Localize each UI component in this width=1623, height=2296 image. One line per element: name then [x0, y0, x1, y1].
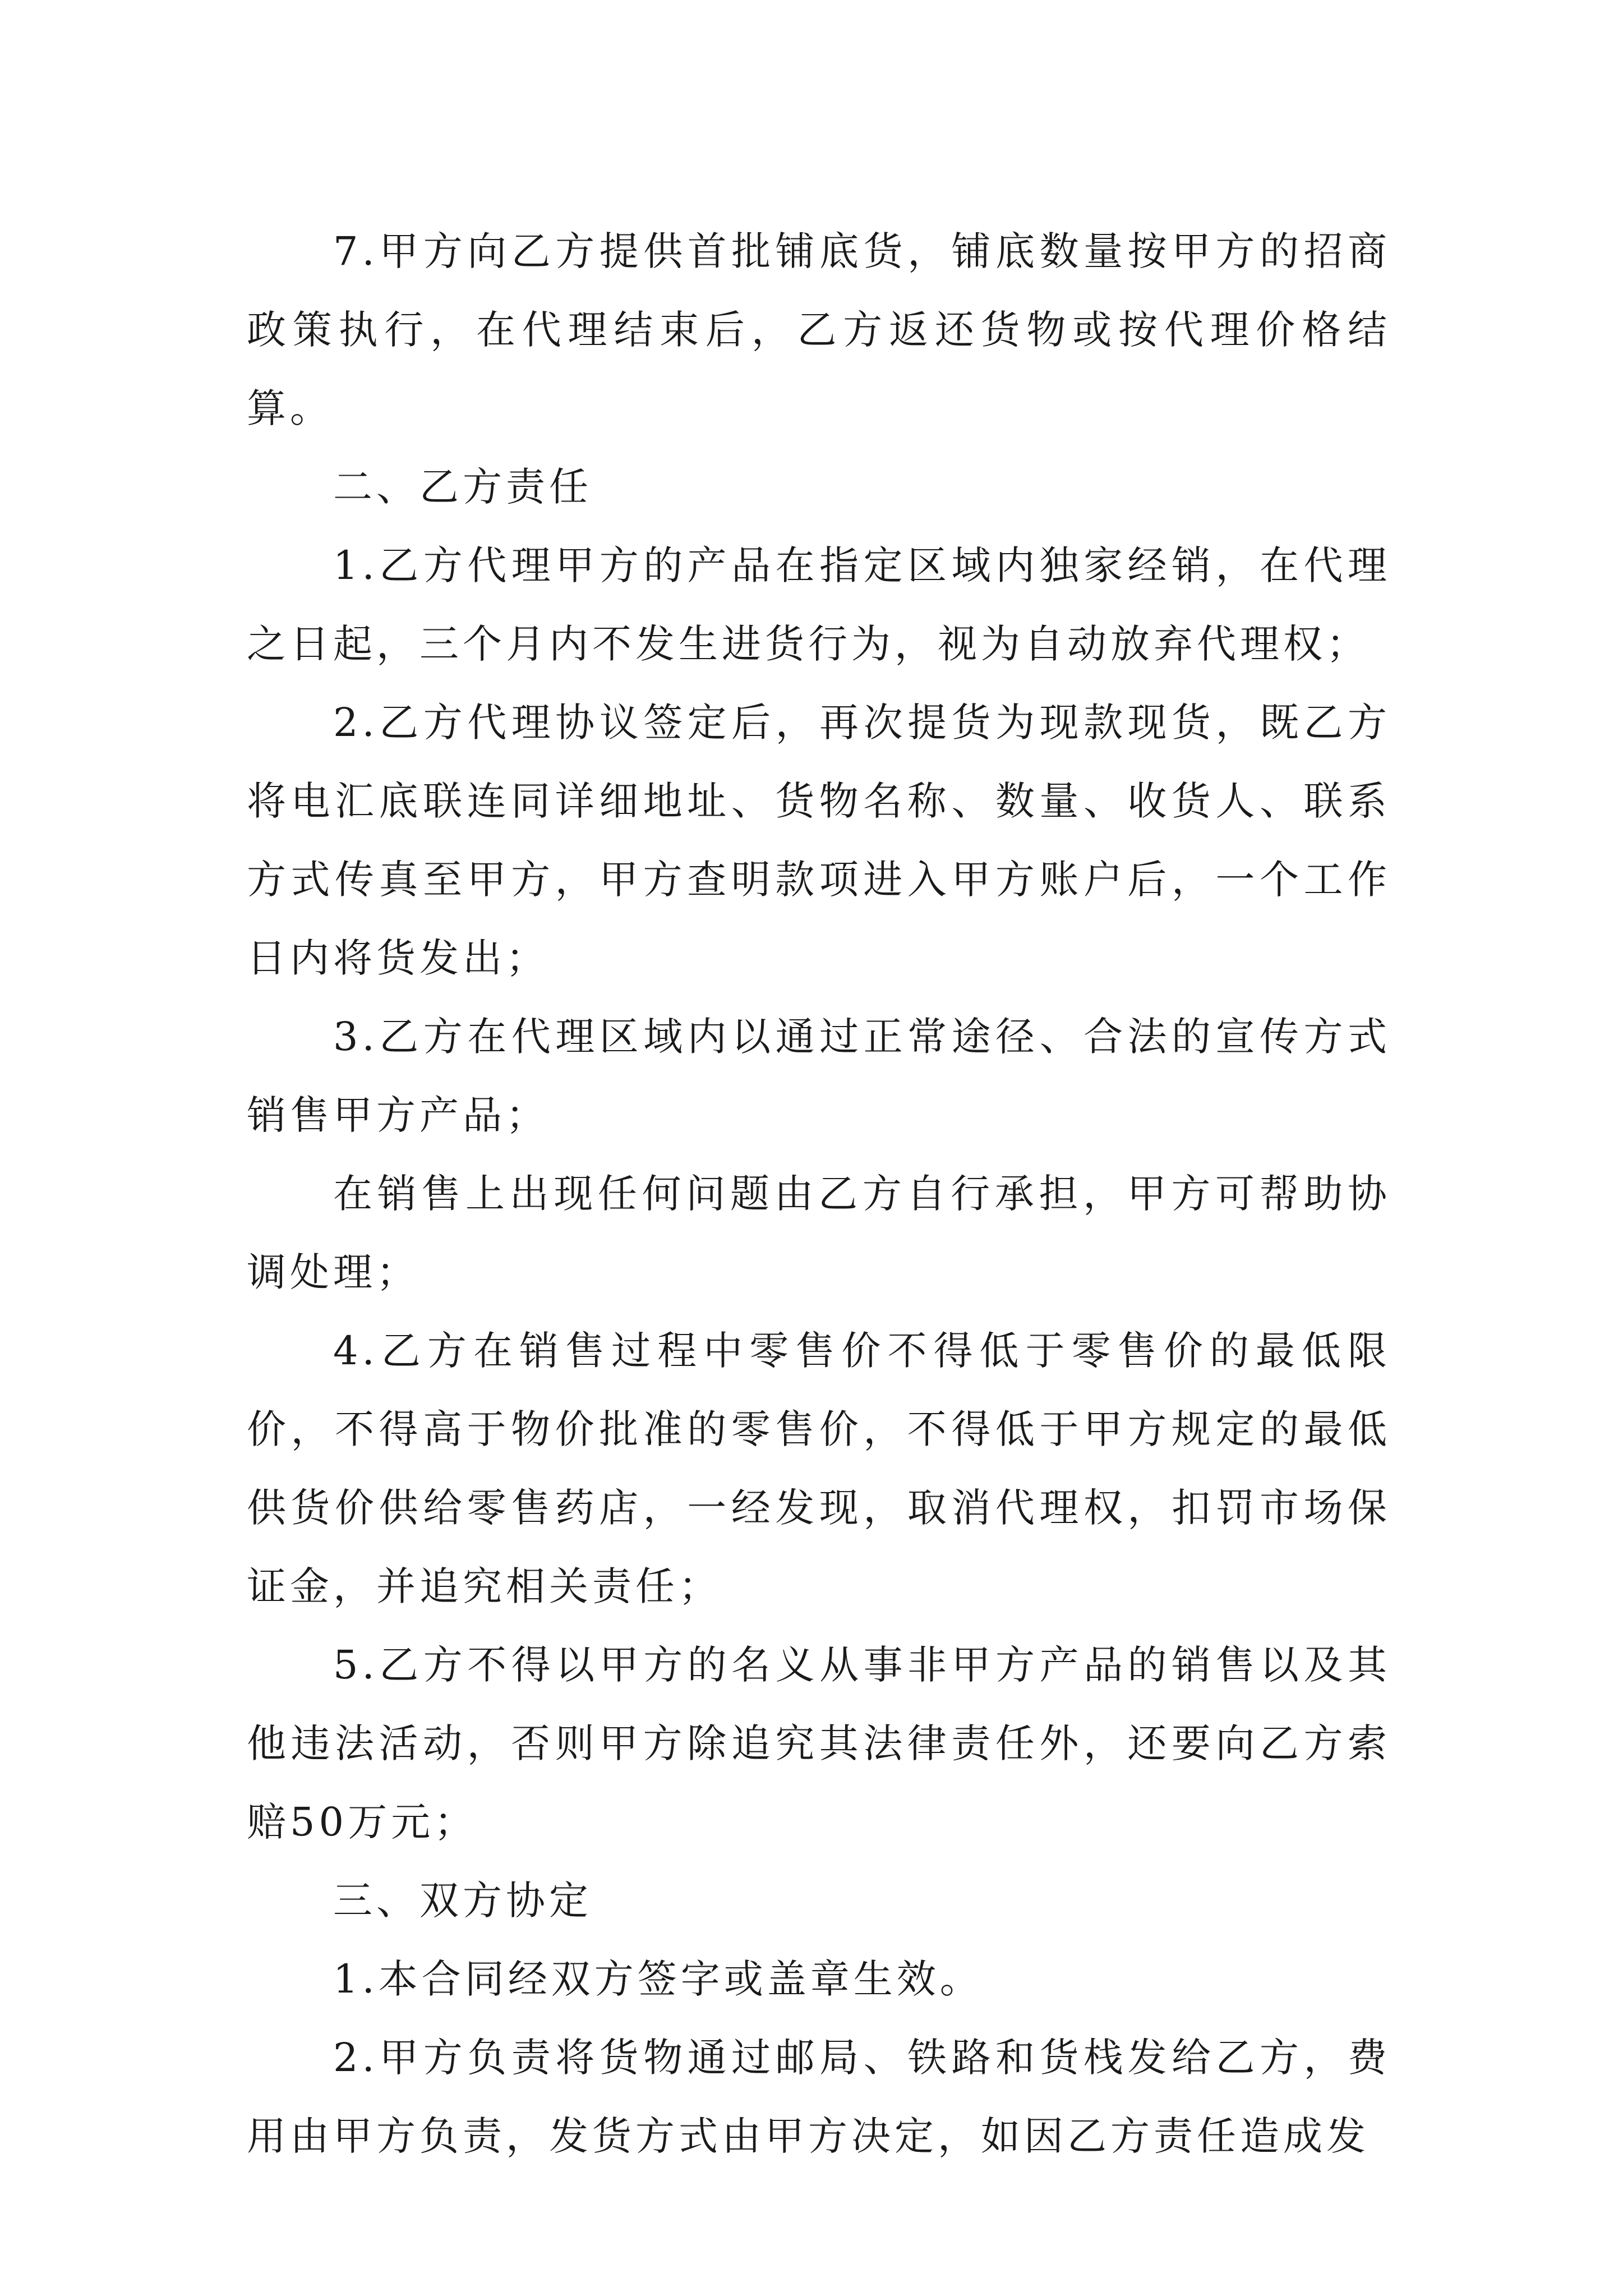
section-heading-party-b-duties: 二、乙方责任 — [333, 464, 592, 510]
paragraph-b-clause-1: 1.乙方代理甲方的产品在指定区域内独家经销，在代理之日起，三个月内不发生进货行为，视为自动放弃代理权； — [247, 542, 1391, 667]
document-body — [247, 212, 1391, 2175]
paragraph-b-clause-2: 2.乙方代理协议签定后，再次提货为现款现货，既乙方将电汇底联连同详细地址、货物名称、数量、收货人、联系方式传真至甲方，甲方查明款项进入甲方账户后，一个工作日内将货发出； — [247, 700, 1391, 981]
paragraph-b-clause-5: 5.乙方不得以甲方的名义从事非甲方产品的销售以及其他违法活动，否则甲方除追究其法律责任外，还要向乙方索赔50万元； — [247, 1642, 1391, 1845]
paragraph-b-clause-3-continued: 在销售上出现任何问题由乙方自行承担，甲方可帮助协调处理； — [247, 1171, 1391, 1295]
paragraph-b-clause-4: 4.乙方在销售过程中零售价不得低于零售价的最低限价，不得高于物价批准的零售价，不得低于甲方规定的最低供货价供给零售药店，一经发现，取消代理权，扣罚市场保证金，并追究相关责任； — [247, 1328, 1391, 1609]
paragraph-agreement-clause-2: 2.甲方负责将货物通过邮局、铁路和货栈发给乙方，费用由甲方负责，发货方式由甲方决定，如因乙方责任造成发 — [247, 2035, 1391, 2159]
section-heading-mutual-agreement: 三、双方协定 — [333, 1878, 592, 1924]
paragraph-clause-7: 7.甲方向乙方提供首批铺底货，铺底数量按甲方的招商政策执行，在代理结束后，乙方返还货物或按代理价格结算。 — [247, 228, 1391, 431]
paragraph-agreement-clause-1: 1.本合同经双方签字或盖章生效。 — [333, 1956, 983, 2002]
paragraph-b-clause-3: 3.乙方在代理区域内以通过正常途径、合法的宣传方式销售甲方产品； — [247, 1014, 1391, 1138]
